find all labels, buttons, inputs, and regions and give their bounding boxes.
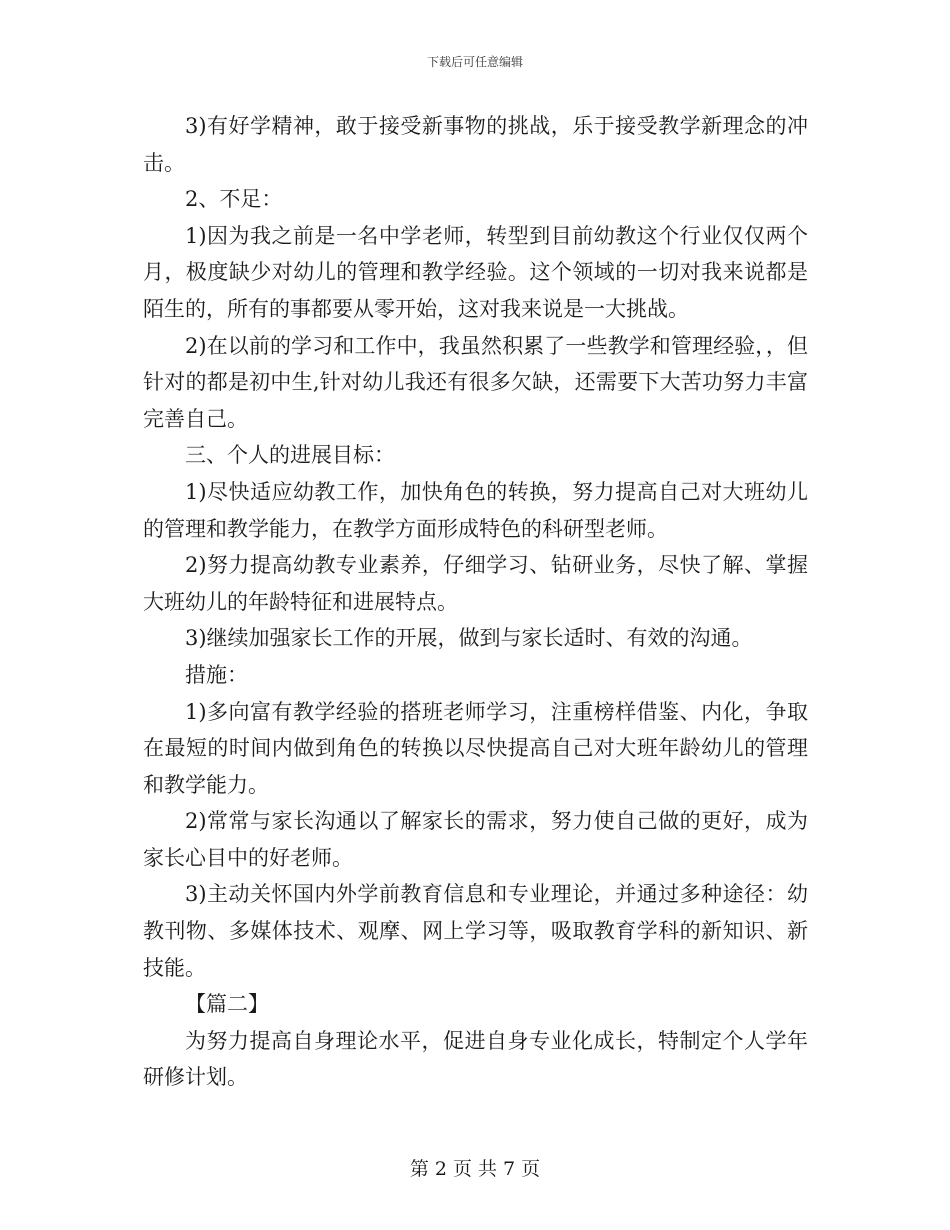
paragraph: 3)主动关怀国内外学前教育信息和专业理论，并通过多种途径：幼教刊物、多媒体技术、观摩、网上学习等，吸取教育学科的新知识、新技能。: [143, 882, 808, 980]
paragraph: 2)在以前的学习和工作中，我虽然积累了一些教学和管理经验，，但针对的都是初中生,针对幼儿我还有很多欠缺，还需要下大苦功努力丰富完善自己。: [143, 333, 808, 431]
paragraph: 3)有好学精神，敢于接受新事物的挑战，乐于接受教学新理念的冲击。: [143, 114, 808, 175]
paragraph: 1)因为我之前是一名中学老师，转型到目前幼教这个行业仅仅两个月，极度缺少对幼儿的管理和教学经验。这个领域的一切对我来说都是陌生的，所有的事都要从零开始，这对我来说是一大挑战。: [143, 223, 808, 321]
paragraph: 1)尽快适应幼教工作，加快角色的转换，努力提高自己对大班幼儿的管理和教学能力，在教学方面形成特色的科研型老师。: [143, 479, 808, 541]
section-heading: 措施：: [185, 662, 248, 687]
page-number: 第 2 页 共 7 页: [409, 1158, 541, 1180]
paragraph: 为努力提高自身理论水平，促进自身专业化成长，特制定个人学年研修计划。: [143, 1028, 808, 1090]
paragraph: 1)多向富有教学经验的搭班老师学习，注重榜样借鉴、内化，争取在最短的时间内做到角色的转换以尽快提高自己对大班年龄幼儿的管理和教学能力。: [143, 699, 808, 797]
document-body: [143, 108, 808, 1096]
header-note: 下载后可任意编辑: [426, 55, 523, 69]
paragraph: 3)继续加强家长工作的开展，做到与家长适时、有效的沟通。: [185, 626, 753, 651]
paragraph: 2)努力提高幼教专业素养，仔细学习、钻研业务，尽快了解、掌握大班幼儿的年龄特征和进展特点。: [143, 553, 808, 614]
paragraph: 2、不足：: [185, 187, 283, 212]
section-heading: 【篇二】: [185, 992, 269, 1017]
paragraph: 2)常常与家长沟通以了解家长的需求，努力使自己做的更好，成为家长心目中的好老师。: [143, 809, 808, 870]
section-heading: 三、个人的进展目标：: [185, 443, 395, 468]
